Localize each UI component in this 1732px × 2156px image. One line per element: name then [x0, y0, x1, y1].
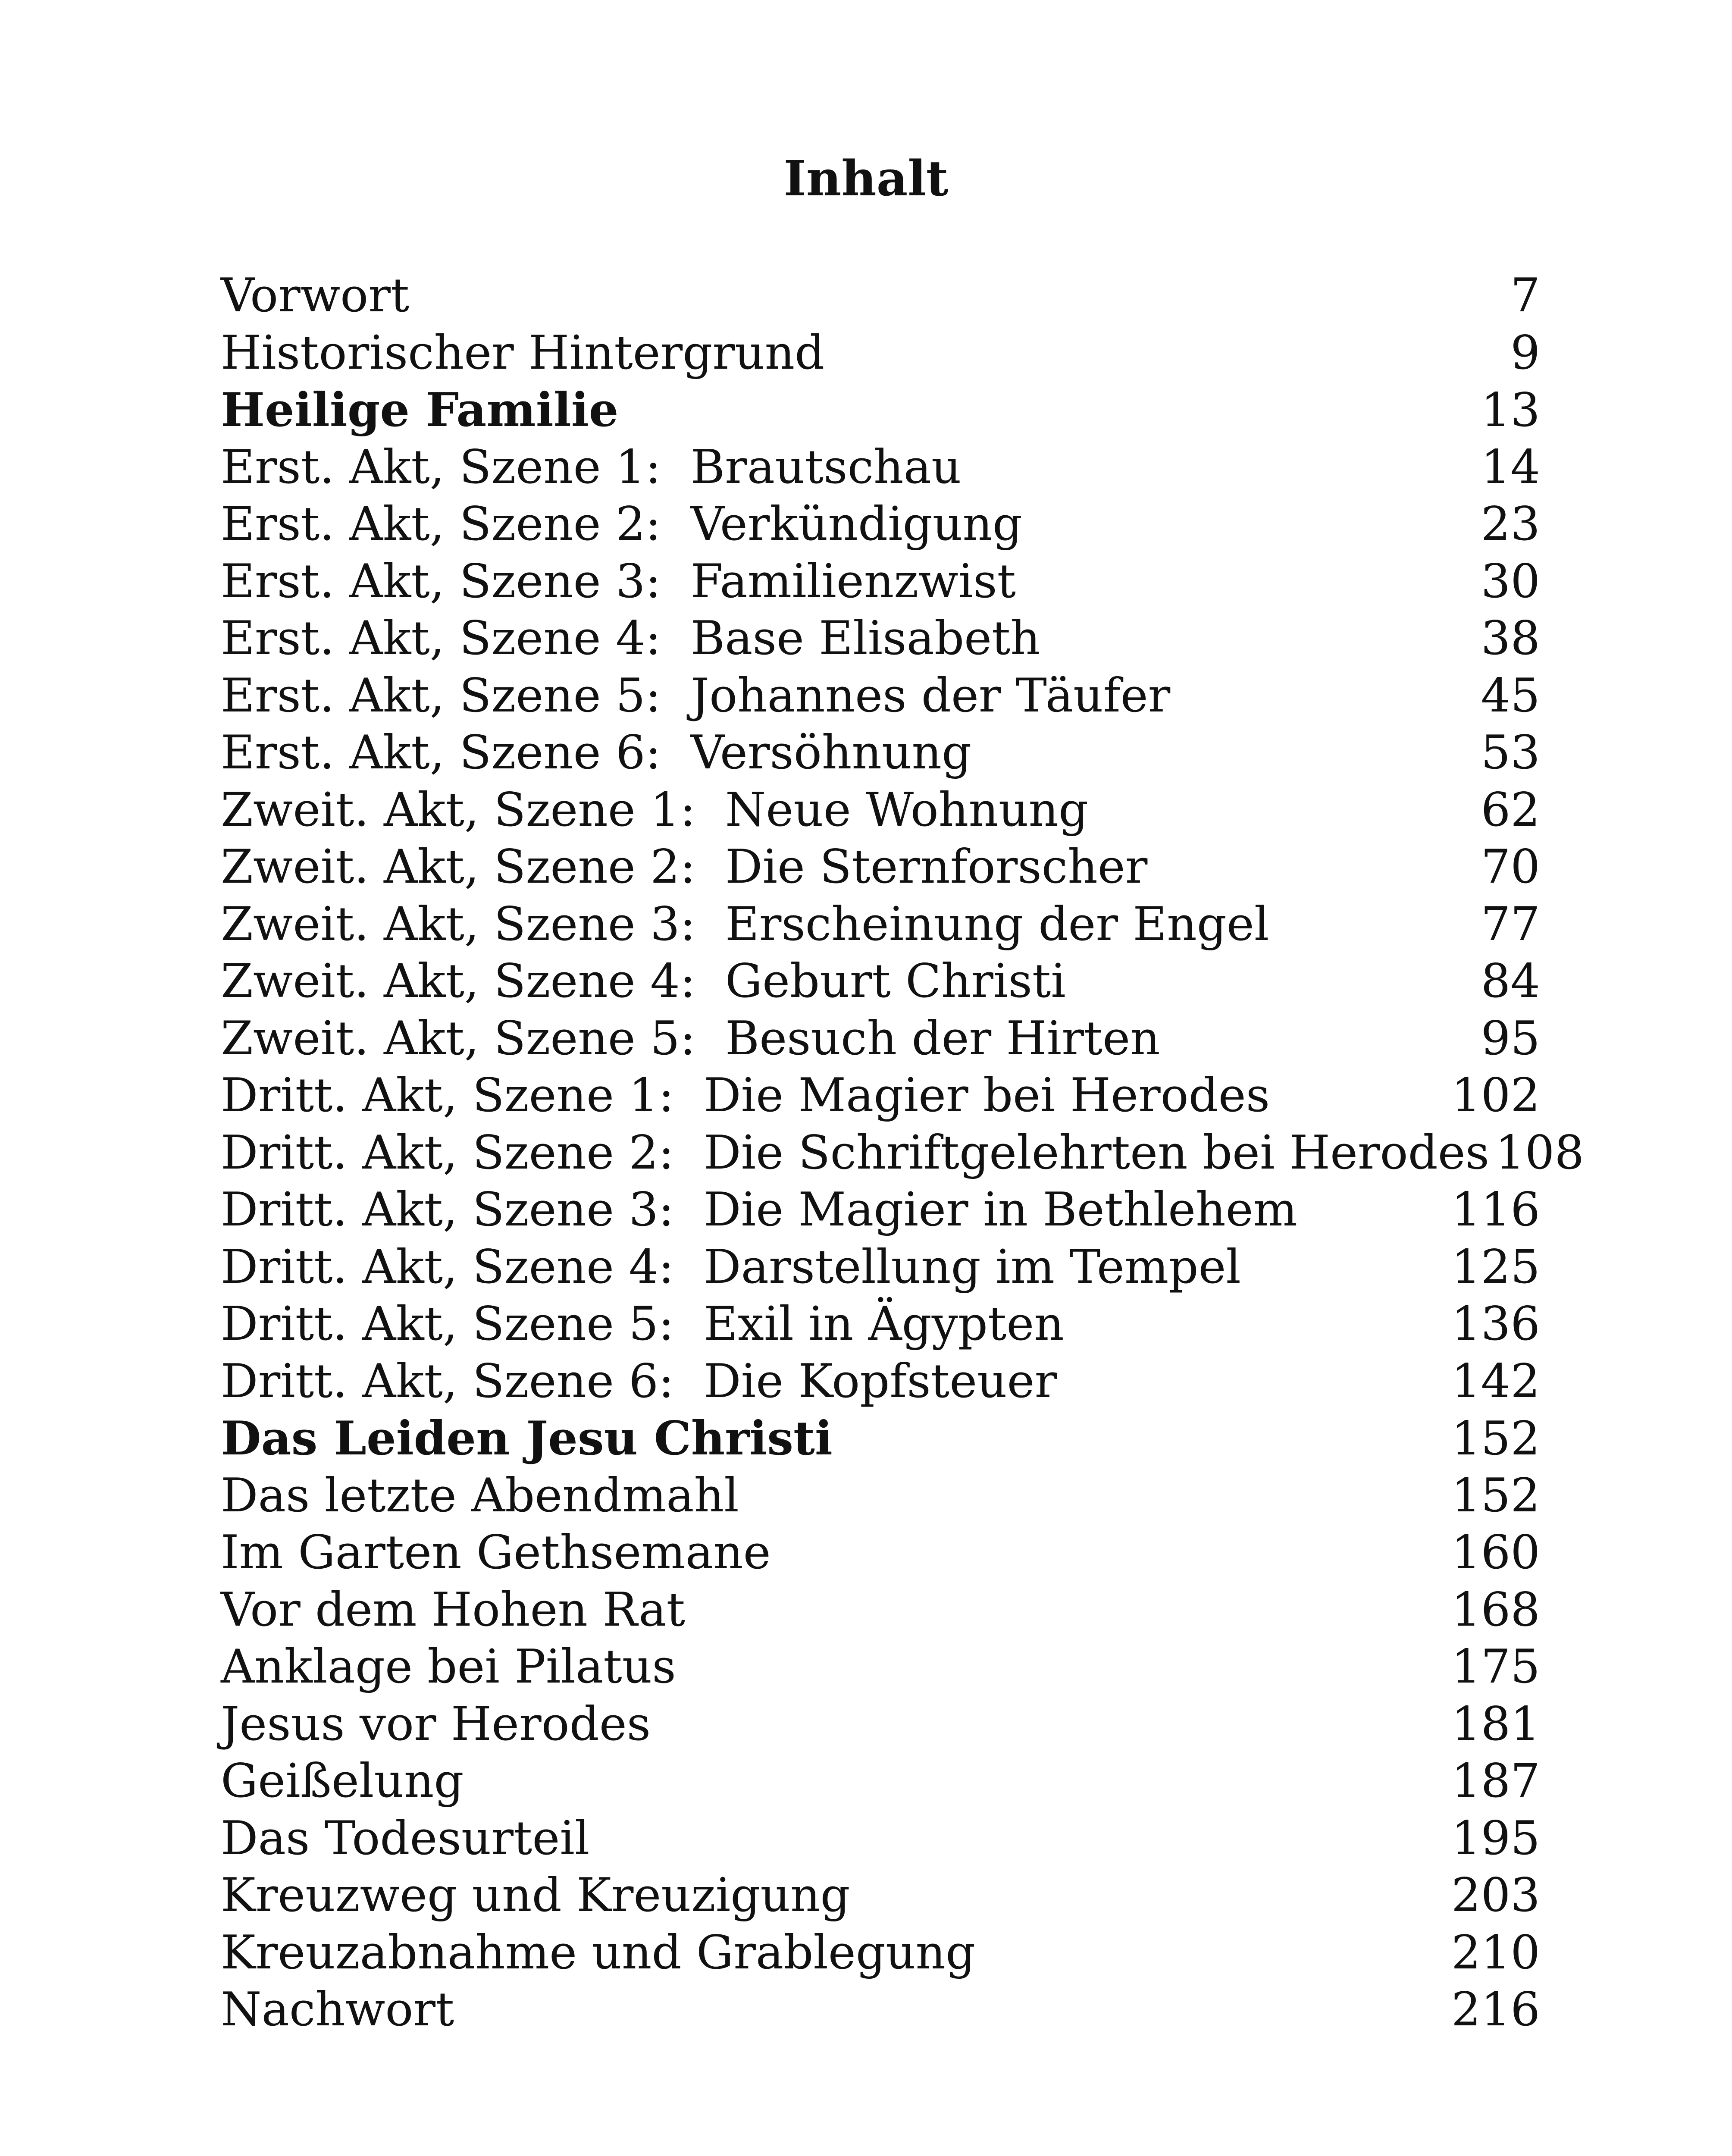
toc-entry-title: Geißelung [221, 1754, 464, 1808]
toc-entry[interactable] [221, 439, 1540, 496]
toc-entry-title: Erst. Akt, Szene 1: Brautschau [221, 440, 962, 494]
toc-entry[interactable] [221, 1125, 1585, 1182]
toc-entry[interactable] [221, 1924, 1540, 1982]
toc-entry-title: Zweit. Akt, Szene 4: Geburt Christi [221, 954, 1066, 1008]
toc-entry[interactable] [221, 1524, 1540, 1582]
toc-entry[interactable] [221, 1353, 1540, 1410]
toc-page-number: 142 [1451, 1354, 1540, 1408]
toc-entry[interactable] [221, 553, 1540, 611]
toc-entry[interactable] [221, 610, 1540, 667]
toc-page-number: 116 [1451, 1183, 1540, 1237]
toc-page-number: 108 [1495, 1125, 1585, 1180]
toc-entry-title: Zweit. Akt, Szene 1: Neue Wohnung [221, 783, 1089, 837]
toc-entry-title: Vorwort [221, 269, 410, 323]
toc-entry-title: Dritt. Akt, Szene 2: Die Schriftgelehrten bei Herodes [221, 1125, 1490, 1180]
toc-entry-title: Das Leiden Jesu Christi [221, 1411, 833, 1466]
page-title: Inhalt [783, 150, 949, 207]
toc-page-number: 181 [1451, 1697, 1540, 1751]
toc-page-number: 210 [1451, 1925, 1540, 1980]
toc-entry[interactable] [221, 724, 1540, 782]
toc-entry[interactable] [221, 1696, 1540, 1753]
toc-section-heading[interactable] [221, 382, 1540, 439]
toc-entry-title: Zweit. Akt, Szene 5: Besuch der Hirten [221, 1011, 1160, 1065]
toc-entry[interactable] [221, 1981, 1540, 2039]
toc-entry[interactable] [221, 782, 1540, 839]
toc-page-number: 38 [1481, 611, 1540, 665]
toc-page-number: 168 [1451, 1583, 1540, 1637]
toc-page-number: 175 [1451, 1640, 1540, 1694]
toc-entry-title: Dritt. Akt, Szene 5: Exil in Ägypten [221, 1297, 1064, 1351]
toc-entry[interactable] [221, 1181, 1540, 1239]
toc-entry[interactable] [221, 953, 1540, 1010]
toc-page-number: 9 [1510, 326, 1540, 380]
toc-page-number: 187 [1451, 1754, 1540, 1808]
toc-entry-title: Dritt. Akt, Szene 4: Darstellung im Tempel [221, 1240, 1241, 1294]
toc-page-number: 62 [1481, 783, 1540, 837]
toc-page-number: 7 [1510, 269, 1540, 323]
toc-page-number: 125 [1451, 1240, 1540, 1294]
toc-entry[interactable] [221, 496, 1540, 553]
toc-page-number: 45 [1481, 668, 1540, 723]
toc-entry-title: Erst. Akt, Szene 6: Versöhnung [221, 726, 972, 780]
toc-entry-title: Zweit. Akt, Szene 2: Die Sternforscher [221, 840, 1148, 894]
toc-page-number: 95 [1481, 1011, 1540, 1065]
toc-entry-title: Historischer Hintergrund [221, 326, 825, 380]
toc-entry[interactable] [221, 839, 1540, 896]
toc-page-number: 70 [1481, 840, 1540, 894]
toc-entry[interactable] [221, 1810, 1540, 1868]
toc-entry-title: Im Garten Gethsemane [221, 1526, 771, 1579]
toc-entry-title: Dritt. Akt, Szene 1: Die Magier bei Herodes [221, 1069, 1270, 1122]
toc-entry[interactable] [221, 667, 1540, 725]
toc-entry[interactable] [221, 1467, 1540, 1525]
toc-entry-title: Heilige Familie [221, 383, 619, 437]
toc-entry-title: Das Todesurteil [221, 1811, 590, 1865]
toc-entry[interactable] [221, 1639, 1540, 1696]
toc-entry-title: Kreuzweg und Kreuzigung [221, 1868, 850, 1922]
toc-page-number: 13 [1481, 383, 1540, 437]
toc-page-number: 136 [1451, 1297, 1540, 1351]
toc-section-heading[interactable] [221, 1410, 1540, 1467]
toc-page-number: 160 [1451, 1526, 1540, 1579]
toc-entry-title: Erst. Akt, Szene 2: Verkündigung [221, 497, 1023, 551]
toc-entry[interactable] [221, 267, 1540, 325]
toc-entry[interactable] [221, 1067, 1540, 1125]
toc-entry-title: Erst. Akt, Szene 4: Base Elisabeth [221, 611, 1040, 665]
toc-page-number: 30 [1481, 554, 1540, 608]
toc-entry-title: Vor dem Hohen Rat [221, 1583, 685, 1637]
toc-page-number: 203 [1451, 1868, 1540, 1922]
toc-page-number: 102 [1451, 1069, 1540, 1122]
toc-entry[interactable] [221, 896, 1540, 953]
toc-entry-title: Zweit. Akt, Szene 3: Erscheinung der Engel [221, 897, 1269, 951]
toc-page-number: 216 [1451, 1983, 1540, 2037]
toc-entry-title: Dritt. Akt, Szene 6: Die Kopfsteuer [221, 1354, 1057, 1408]
toc-entry-title: Dritt. Akt, Szene 3: Die Magier in Bethlehem [221, 1183, 1297, 1237]
toc-entry[interactable] [221, 1582, 1540, 1639]
toc-page-number: 23 [1481, 497, 1540, 551]
toc-entry[interactable] [221, 325, 1540, 382]
toc-entry[interactable] [221, 1296, 1540, 1353]
toc-entry-title: Anklage bei Pilatus [221, 1640, 676, 1694]
toc-page-number: 195 [1451, 1811, 1540, 1865]
toc-entry[interactable] [221, 1010, 1540, 1068]
toc-page-number: 84 [1481, 954, 1540, 1008]
toc-entry[interactable] [221, 1239, 1540, 1296]
toc-page-number: 152 [1451, 1412, 1540, 1466]
toc-entry-title: Erst. Akt, Szene 5: Johannes der Täufer [221, 668, 1171, 723]
toc-entry-title: Jesus vor Herodes [221, 1697, 651, 1751]
toc-entry[interactable] [221, 1753, 1540, 1810]
toc-page-number: 152 [1451, 1468, 1540, 1523]
toc-entry-title: Das letzte Abendmahl [221, 1468, 739, 1523]
toc-entry-title: Kreuzabnahme und Grablegung [221, 1925, 976, 1980]
toc-page-number: 14 [1481, 440, 1540, 494]
toc-page-number: 77 [1481, 897, 1540, 951]
toc-entry-title: Nachwort [221, 1983, 454, 2037]
toc-entry[interactable] [221, 1867, 1540, 1924]
toc-page-number: 53 [1481, 726, 1540, 780]
table-of-contents [221, 267, 1585, 2039]
toc-entry-title: Erst. Akt, Szene 3: Familienzwist [221, 554, 1016, 608]
